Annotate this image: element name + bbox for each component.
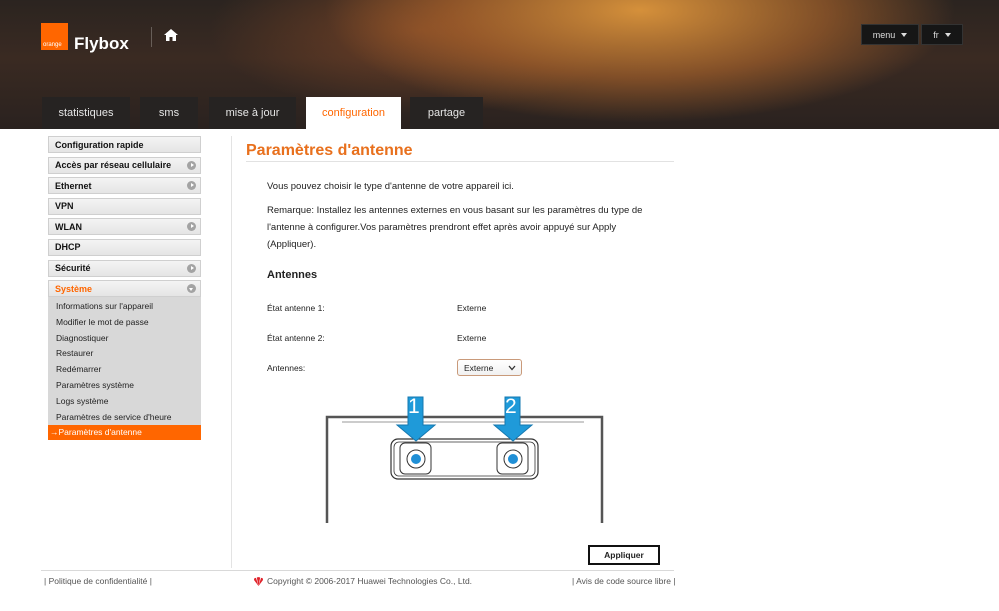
antenna2-value: Externe [457,333,487,343]
antenna-diagram [322,395,607,525]
header-separator [151,27,152,47]
chevron-down-icon [901,33,907,37]
submenu-item-modifier-mot-de-passe[interactable]: Modifier le mot de passe [56,316,149,327]
tab-statistiques[interactable]: statistiques [42,97,130,129]
chevron-right-icon [187,264,196,273]
header [0,0,999,129]
content-divider [231,136,232,568]
chevron-down-icon [945,33,951,37]
antenna1-value: Externe [457,303,487,313]
submenu-item-service-heure[interactable]: Paramètres de service d'heure [56,411,172,422]
sidebar-item-label: Système [55,283,93,294]
sidebar-item-label: WLAN [55,221,82,232]
antenna2-label: État antenne 2: [267,333,325,343]
sidebar-item-label: VPN [55,201,74,212]
copyright-text: Copyright © 2006-2017 Huawei Technologies Co., Ltd. [267,576,473,586]
logo-text: orange [43,42,62,48]
submenu-item-restaurer[interactable]: Restaurer [56,348,94,359]
chevron-down-icon [187,284,196,293]
submenu-item-informations-appareil[interactable]: Informations sur l'appareil [56,301,154,312]
submenu-item-redemarrer[interactable]: Redémarrer [56,364,102,375]
tab-mise-a-jour[interactable]: mise à jour [209,97,296,129]
submenu-item-label: Paramètres d'antenne [58,427,142,438]
intro-text: Vous pouvez choisir le type d'antenne de votre appareil ici. [267,181,514,192]
opensource-link[interactable]: Avis de code source libre [576,576,671,586]
sidebar-item-label: Sécurité [55,263,91,274]
sidebar-item-label: Ethernet [55,180,92,191]
footer-copyright [253,576,472,586]
tab-configuration[interactable]: configuration [306,97,401,129]
tab-sms[interactable]: sms [140,97,198,129]
diagram-label-1: 1 [408,395,420,418]
tab-partage[interactable]: partage [410,97,483,129]
language-label: fr [933,29,939,40]
brand-title: Flybox [74,34,129,53]
home-icon[interactable] [162,26,180,44]
sidebar-item-securite[interactable] [48,260,201,277]
huawei-logo-icon [253,577,264,586]
antenna-type-select[interactable] [457,359,522,376]
sidebar-item-vpn[interactable] [48,198,201,215]
sidebar-item-label: Accès par réseau cellulaire [55,160,172,171]
menu-label: menu [872,29,896,40]
section-title: Antennes [267,269,318,281]
sidebar-item-dhcp[interactable] [48,239,201,256]
sidebar-item-label: DHCP [55,242,81,253]
submenu-item-parametres-antenne[interactable] [48,425,201,441]
antenna1-label: État antenne 1: [267,303,325,313]
menu-dropdown[interactable] [861,24,919,45]
page-title: Paramètres d'antenne [246,142,413,159]
chevron-down-icon [508,365,516,371]
privacy-link[interactable]: Politique de confidentialité [48,576,148,586]
sidebar-item-configuration-rapide[interactable] [48,136,201,153]
sidebar [48,136,201,440]
submenu-item-diagnostiquer[interactable]: Diagnostiquer [56,332,109,343]
title-divider [246,161,674,162]
language-dropdown[interactable] [921,24,963,45]
apply-button[interactable]: Appliquer [588,545,660,565]
diagram-label-2: 2 [505,395,517,418]
chevron-right-icon [187,181,196,190]
footer-left: | Politique de confidentialité | [44,576,152,586]
chevron-right-icon [187,222,196,231]
submenu-item-parametres-systeme[interactable]: Paramètres système [56,380,134,391]
antenna-type-value: Externe [464,362,494,373]
sidebar-item-ethernet[interactable] [48,177,201,194]
chevron-right-icon [187,161,196,170]
footer-right: | Avis de code source libre | [572,576,676,586]
sidebar-item-label: Configuration rapide [55,139,144,150]
submenu-item-logs-systeme[interactable]: Logs système [56,395,109,406]
sidebar-item-acces-reseau-cellulaire[interactable] [48,157,201,174]
sidebar-item-systeme[interactable] [48,280,201,297]
orange-logo[interactable] [41,23,68,50]
sidebar-item-wlan[interactable] [48,218,201,235]
footer-divider [41,570,674,571]
remark-text: Remarque: Installez les antennes externes en vous basant sur les paramètres du type de l'antenne à configurer.Vos paramètres prendront effet après avoir appuyé sur Apply (Appliquer). [267,205,643,250]
antennes-label: Antennes: [267,363,306,373]
active-arrow-icon: → [50,427,59,438]
submenu-systeme [48,297,201,440]
